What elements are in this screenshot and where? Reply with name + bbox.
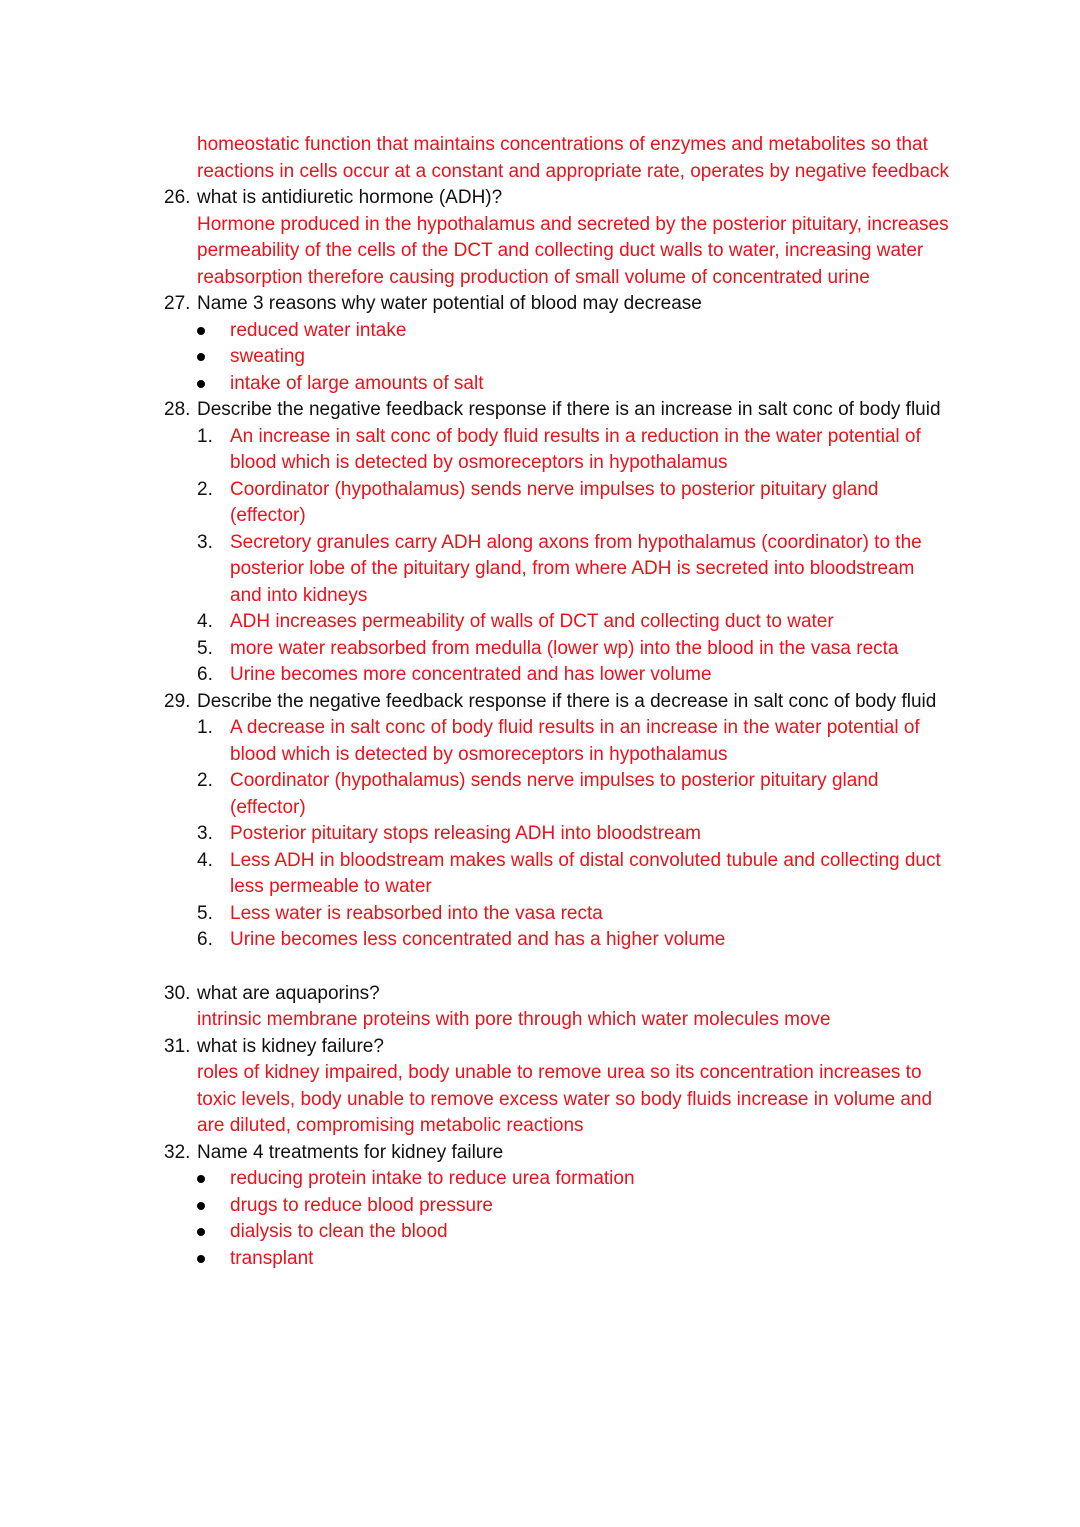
answer-28-list xyxy=(0,424,1080,689)
list-item: sweating xyxy=(0,344,950,371)
bullet-icon xyxy=(197,353,205,361)
list-item: reduced water intake xyxy=(0,318,950,345)
question-text: what is kidney failure? xyxy=(197,1035,384,1057)
question-number: 28. xyxy=(164,399,191,420)
answer-31: roles of kidney impaired, body unable to remove urea so its concentration increases to toxic levels, body unable to remove excess water so body fluids increase in volume and are diluted, compromising metabolic reactions xyxy=(197,1062,933,1136)
list-item: 1. A decrease in salt conc of body fluid results in an increase in the water potential of blood which is detected by osmoreceptors in hypothalamus xyxy=(197,717,920,765)
list-item: transplant xyxy=(0,1246,950,1273)
list-item: 2. Coordinator (hypothalamus) sends nerve impulses to posterior pituitary gland (effector) xyxy=(197,478,879,526)
document-page xyxy=(0,132,1080,1272)
list-item: 3. Posterior pituitary stops releasing ADH into bloodstream xyxy=(197,823,702,844)
question-text: what are aquaporins? xyxy=(197,982,380,1004)
list-item: 5. Less water is reabsorbed into the vasa recta xyxy=(197,902,603,924)
question-text: Name 3 reasons why water potential of blood may decrease xyxy=(197,293,702,314)
question-text: what is antidiuretic hormone (ADH)? xyxy=(197,187,503,208)
bullet-icon xyxy=(197,1228,205,1236)
list-item: 3. Secretory granules carry ADH along axons from hypothalamus (coordinator) to the posterior lobe of the pituitary gland, from where ADH is secreted into bloodstream and into kidneys xyxy=(197,531,922,606)
question-32 xyxy=(0,1140,977,1167)
answer-32-list xyxy=(0,1166,1080,1272)
list-item: 6. Urine becomes more concentrated and has lower volume xyxy=(197,664,712,685)
question-31 xyxy=(0,1034,977,1061)
bullet-icon xyxy=(197,1255,205,1263)
question-number: 30. xyxy=(164,982,191,1004)
list-item: intake of large amounts of salt xyxy=(0,371,950,398)
answer-26: Hormone produced in the hypothalamus and secreted by the posterior pituitary, increases permeability of the cells of the DCT and collecting duct walls to water, increasing water reabsorption therefore causing production of small volume of concentrated urine xyxy=(197,213,949,288)
question-30 xyxy=(0,981,977,1008)
bullet-icon xyxy=(197,1175,205,1183)
list-item: dialysis to clean the blood xyxy=(0,1219,950,1246)
list-item: 6. Urine becomes less concentrated and has a higher volume xyxy=(197,929,726,950)
question-number: 26. xyxy=(164,187,191,208)
intro-answer: homeostatic function that maintains concentrations of enzymes and metabolites so that reactions in cells occur at a constant and appropriate rate, operates by negative feedback xyxy=(197,134,950,182)
question-number: 27. xyxy=(164,293,191,314)
question-number: 31. xyxy=(164,1035,191,1057)
question-text: Name 4 treatments for kidney failure xyxy=(197,1141,504,1163)
question-26 xyxy=(0,185,977,212)
question-text: Describe the negative feedback response if there is an increase in salt conc of body fluid xyxy=(197,399,941,420)
answer-27-list xyxy=(0,318,1080,398)
bullet-icon xyxy=(197,327,205,335)
spacer xyxy=(0,954,1080,981)
bullet-icon xyxy=(197,380,205,388)
list-item: 2. Coordinator (hypothalamus) sends nerve impulses to posterior pituitary gland (effector) xyxy=(197,770,879,818)
list-item: 1. An increase in salt conc of body fluid results in a reduction in the water potential of blood which is detected by osmoreceptors in hypothalamus xyxy=(197,425,921,473)
list-item: 4. ADH increases permeability of walls of DCT and collecting duct to water xyxy=(197,611,834,632)
list-item: drugs to reduce blood pressure xyxy=(0,1193,950,1220)
question-28 xyxy=(0,397,977,424)
list-item: reducing protein intake to reduce urea formation xyxy=(0,1166,950,1193)
answer-30: intrinsic membrane proteins with pore through which water molecules move xyxy=(197,1009,831,1030)
bullet-icon xyxy=(197,1202,205,1210)
question-text: Describe the negative feedback response if there is a decrease in salt conc of body fluid xyxy=(197,690,937,712)
question-27 xyxy=(0,291,977,318)
question-number: 29. xyxy=(164,690,191,712)
list-item: 5. more water reabsorbed from medulla (lower wp) into the blood in the vasa recta xyxy=(197,637,899,659)
question-number: 32. xyxy=(164,1141,191,1163)
list-item: 4. Less ADH in bloodstream makes walls of distal convoluted tubule and collecting duct less permeable to water xyxy=(197,849,941,897)
question-29 xyxy=(0,689,977,716)
answer-29-list xyxy=(0,715,1080,954)
